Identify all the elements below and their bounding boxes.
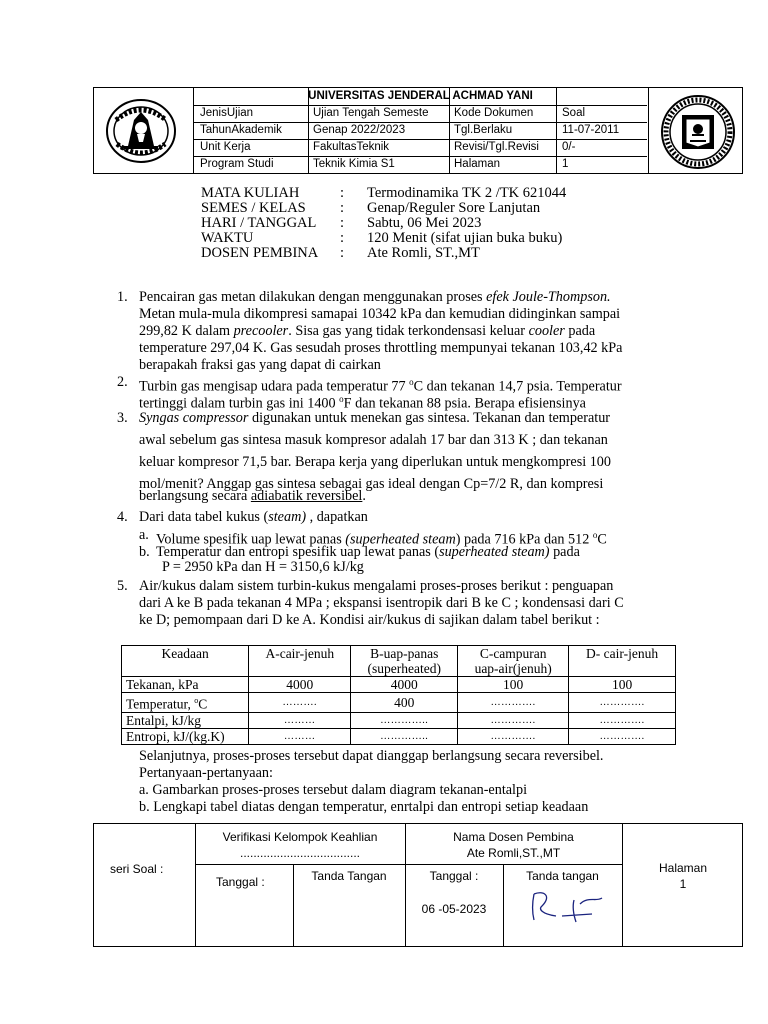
document-header-table [93,87,743,174]
page-number: 1 [679,877,687,891]
header-cell: Tgl.Berlaku [454,124,513,136]
row-label: Entropi, kJ/(kg.K) [122,728,249,744]
row-label: Entalpi, kJ/kg [122,712,249,728]
header-cell: 0/- [562,141,576,153]
question-number: 1. [117,289,128,305]
verification-title: Verifikasi Kelompok Keahlian [222,830,378,844]
sub-question-text: Volume spesifik uap lewat panas (superheated steam) pada 716 kPa dan 512 $^o$C [156,530,607,548]
question-text: b. Lengkapi tabel diatas dengan temperatur, enrtalpi dan entropi setiap keadaan [139,799,589,815]
table-cell: ………. [249,693,351,713]
question-number: 3. [117,410,128,426]
table-header: B-uap-panas (superheated) [351,646,458,677]
table-cell: ……… [249,712,351,728]
university-name: UNIVERSITAS JENDERAL ACHMAD YANI [308,90,533,102]
table-row [122,693,676,713]
signed-date: 06 -05-2023 [421,902,487,916]
table-cell: …………. [458,693,569,713]
table-cell: …………. [458,728,569,744]
university-seal-logo [104,98,178,164]
table-cell: 4000 [351,677,458,693]
table-cell: 100 [569,677,676,693]
sub-question-text: P = 2950 kPa dan H = 3150,6 kJ/kg [162,559,364,575]
header-cell: 1 [562,158,569,170]
signature-label: Tanda tangan [526,869,599,883]
question-text: temperature 297,04 K. Gas sesudah proses throttling mempunyai tekanan 103,42 kPa [139,340,623,356]
row-label: Temperatur, $^o$C [122,693,249,713]
question-text: Air/kukus dalam sistem turbin-kukus mengalami proses-proses berikut : penguapan [139,578,614,594]
header-cell: Ujian Tengah Semeste [313,107,429,119]
question-text: Dari data tabel kukus (steam) , dapatkan [139,509,368,525]
table-cell: 400 [351,693,458,713]
table-cell: ……… [249,728,351,744]
header-cell: Teknik Kimia S1 [313,158,395,170]
question-text: berlangsung secara adiabatik reversibel. [139,488,366,504]
header-cell: FakultasTeknik [313,141,390,153]
header-cell: 11-07-2011 [562,124,620,136]
question-text: mol/menit? Anggap gas sintesa sebagai gas ideal dengan Cp=7/2 R, dan kompresi [139,476,604,492]
header-cell: Revisi/Tgl.Revisi [454,141,539,153]
header-cell: Genap 2022/2023 [313,124,406,136]
question-text: awal sebelum gas sintesa masuk kompresor adalah 17 bar dan 313 K ; dan tekanan [139,432,608,448]
question-text: a. Gambarkan proses-proses tersebut dalam diagram tekanan-entalpi [139,782,528,798]
date-label: Tanggal : [216,875,265,889]
table-header: C-campuran uap-air(jenuh) [458,646,569,677]
header-cell: Kode Dokumen [454,107,534,119]
table-row [122,728,676,744]
question-text: berapakah fraksi gas yang dapat di cairkan [139,357,381,373]
question-text: Selanjutnya, proses-proses tersebut dapat dianggap berlangsung secara reversibel. [139,748,604,764]
table-row [122,712,676,728]
lecturer-name: Ate Romli,ST.,MT [466,846,561,860]
header-cell: TahunAkademik [200,124,282,136]
question-number: 5. [117,578,128,594]
table-cell: …………. [569,728,676,744]
table-cell: 4000 [249,677,351,693]
header-cell: Soal [562,107,586,119]
table-row [122,677,676,693]
question-text: tertinggi dalam turbin gas ini 1400 $^o$F dan tekanan 88 psia. Berapa efisiensinya [139,394,586,412]
sub-question-label: b. [139,544,150,560]
table-cell: ………….. [351,728,458,744]
handwritten-signature [522,886,612,926]
table-header-row [122,646,676,677]
question-text: Metan mula-mula dikompresi samapai 10342 kPa dan kemudian didinginkan sampai [139,306,621,322]
question-text: 299,82 K dalam precooler. Sisa gas yang tidak terkondensasi keluar cooler pada [139,323,596,339]
question-text: Pertanyaan-pertanyaan: [139,765,273,781]
series-label: seri Soal : [110,862,164,876]
footer-verification-table [93,823,743,947]
table-cell: …………. [458,712,569,728]
verification-blank: .................................... [239,846,361,860]
table-cell: 100 [458,677,569,693]
table-cell: ………….. [351,712,458,728]
question-text: Syngas compressor digunakan untuk menekan gas sintesa. Tekanan dan temperatur [139,410,611,426]
table-cell: …………. [569,712,676,728]
question-number: 2. [117,374,128,390]
faculty-emblem-logo [660,93,736,171]
page-label: Halaman [658,861,708,875]
date-label: Tanggal : [429,869,479,883]
table-header: Keadaan [122,646,249,677]
row-label: Tekanan, kPa [122,677,249,693]
header-cell: Unit Kerja [200,141,251,153]
header-cell: JenisUjian [200,107,254,119]
signature-label: Tanda Tangan [311,869,387,883]
question-text: Turbin gas mengisap udara pada temperatur 77 $^o$C dan tekanan 14,7 psia. Temperatur [139,377,622,395]
sub-question-label: a. [139,527,149,543]
header-cell: Halaman [454,158,501,170]
question-text: Pencairan gas metan dilakukan dengan menggunakan proses efek Joule-Thompson. [139,289,611,305]
question-text: keluar kompresor 71,5 bar. Berapa kerja yang diperlukan untuk mengkompresi 100 [139,454,611,470]
question-text: ke D; pemompaan dari D ke A. Kondisi air/kukus di sajikan dalam tabel berikut : [139,612,600,628]
question-text: dari A ke B pada tekanan 4 MPa ; ekspansi isentropik dari B ke C ; kondensasi dari C [139,595,624,611]
sub-question-text: Temperatur dan entropi spesifik uap lewat panas (superheated steam) pada [156,544,580,560]
question-number: 4. [117,509,128,525]
table-header: A-cair-jenuh [249,646,351,677]
table-header: D- cair-jenuh [569,646,676,677]
steam-state-table [121,645,676,745]
table-cell: …………. [569,693,676,713]
lecturer-title: Nama Dosen Pembina [453,830,574,844]
header-cell: Program Studi [200,158,274,170]
